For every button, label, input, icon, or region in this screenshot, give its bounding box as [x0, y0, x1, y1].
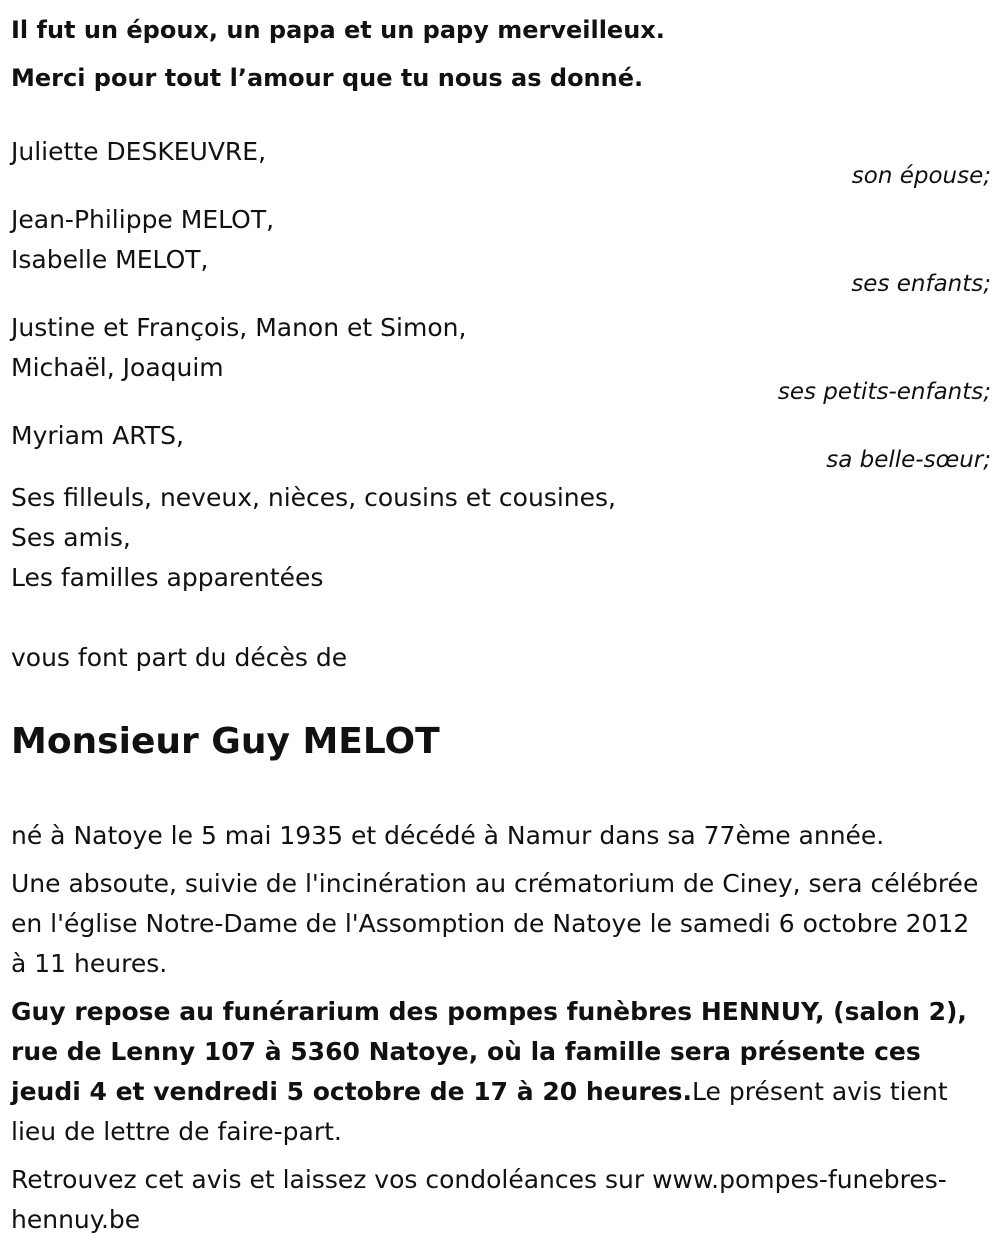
family-name: Justine et François, Manon et Simon, — [11, 313, 467, 342]
family-role: son épouse; — [851, 163, 991, 189]
family-list — [11, 132, 991, 472]
obituary-notice — [11, 6, 991, 1248]
funerarium-text — [11, 992, 991, 1152]
family-name: Myriam ARTS, — [11, 421, 184, 450]
family-name: Isabelle MELOT, — [11, 245, 209, 274]
family-group-grandchildren — [11, 308, 991, 404]
announce-text: vous font part du décès de — [11, 643, 348, 672]
family-name: Juliette DESKEUVRE, — [11, 137, 267, 166]
others-line: Ses filleuls, neveux, nièces, cousins et cousines, — [11, 483, 616, 512]
intro-line-1: Il fut un époux, un papa et un papy merveilleux. — [11, 16, 665, 44]
online-condolences-text: Retrouvez cet avis et laissez vos condoléances sur www.pompes-funebres-hennuy.be — [11, 1165, 947, 1234]
family-role: sa belle-sœur; — [826, 447, 991, 473]
others-list — [11, 478, 991, 598]
family-group-sister-in-law — [11, 416, 991, 472]
funerarium-rest-text: Le présent avis tient lieu de lettre de faire-part. — [11, 1077, 948, 1146]
deceased-name: Monsieur Guy MELOT — [11, 721, 440, 762]
intro-line-2: Merci pour tout l’amour que tu nous as donné. — [11, 64, 644, 92]
family-role: ses petits-enfants; — [777, 379, 991, 405]
family-name: Jean-Philippe MELOT, — [11, 205, 275, 234]
family-name: Michaël, Joaquim — [11, 353, 224, 382]
ceremony-text: Une absoute, suivie de l'incinération au crématorium de Ciney, sera célébrée en l'église Notre-Dame de l'Assomption de Natoye le samedi 6 octobre 2012 à 11 heures. — [11, 869, 979, 978]
birth-death-text: né à Natoye le 5 mai 1935 et décédé à Namur dans sa 77ème année. — [11, 821, 885, 850]
family-group-children — [11, 200, 991, 296]
family-role: ses enfants; — [851, 271, 991, 297]
others-line: Ses amis, — [11, 523, 131, 552]
family-group-spouse — [11, 132, 991, 188]
others-line: Les familles apparentées — [11, 563, 324, 592]
funerarium-bold-text: Guy repose au funérarium des pompes funèbres HENNUY, (salon 2), rue de Lenny 107 à 5360 Natoye, où la famille sera présente ces jeudi 4 et vendredi 5 octobre de 17 à 20 heures. — [11, 997, 967, 1106]
